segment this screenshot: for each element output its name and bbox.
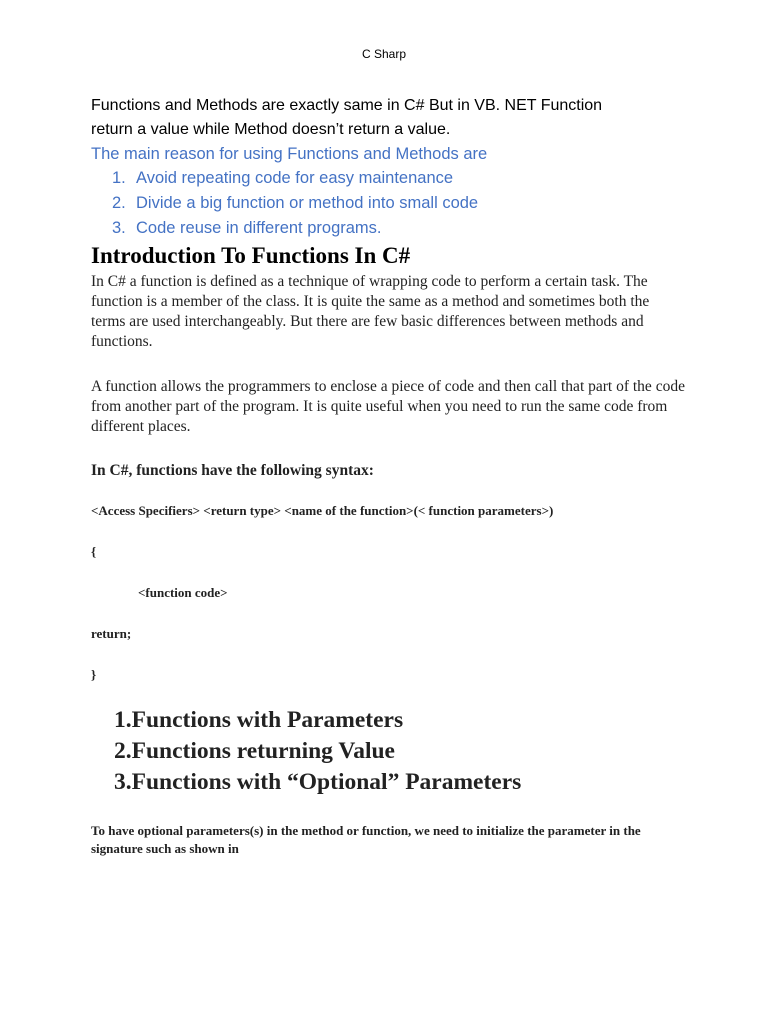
- syntax-open-brace: {: [91, 544, 97, 559]
- syntax-close-brace: }: [91, 667, 97, 682]
- list-item: 3.Functions with “Optional” Parameters: [114, 769, 522, 795]
- intro-line-2: return a value while Method doesn’t return a value.: [91, 121, 451, 138]
- page-header-title: C Sharp: [361, 47, 407, 61]
- section-heading: Introduction To Functions In C#: [91, 243, 411, 268]
- intro-line-1: Functions and Methods are exactly same in C# But in VB. NET Function: [91, 97, 603, 114]
- syntax-heading: In C#, functions have the following syntax:: [91, 462, 374, 479]
- reasons-lead: The main reason for using Functions and Methods are: [91, 145, 488, 163]
- list-item: 2. Divide a big function or method into small code: [112, 194, 479, 212]
- usage-paragraph: A function allows the programmers to enclose a piece of code and then call that part of the code from another part of the program. It is quite useful when you need to run the same code from different places.: [91, 378, 685, 435]
- optional-parameters-note: To have optional parameters(s) in the method or function, we need to initialize the parameter in the signature such as shown in: [91, 823, 641, 856]
- list-item: 2.Functions returning Value: [114, 738, 395, 764]
- syntax-body: <function code>: [138, 585, 228, 600]
- intro-paragraph: [91, 94, 711, 142]
- reasons-list: [112, 166, 478, 241]
- syntax-signature: <Access Specifiers> <return type> <name of the function>(< function parameters>): [91, 503, 554, 518]
- definition-paragraph: In C# a function is defined as a technique of wrapping code to perform a certain task. The function is a member of the class. It is quite the same as a method and sometimes both the terms are used interchangeably. But there are few basic differences between methods and functions.: [91, 273, 650, 350]
- function-types-list: [114, 705, 521, 798]
- syntax-return: return;: [91, 626, 132, 641]
- list-item: 1. Avoid repeating code for easy maintenance: [112, 169, 454, 187]
- list-item: 3. Code reuse in different programs.: [112, 219, 382, 237]
- list-item: 1.Functions with Parameters: [114, 707, 404, 733]
